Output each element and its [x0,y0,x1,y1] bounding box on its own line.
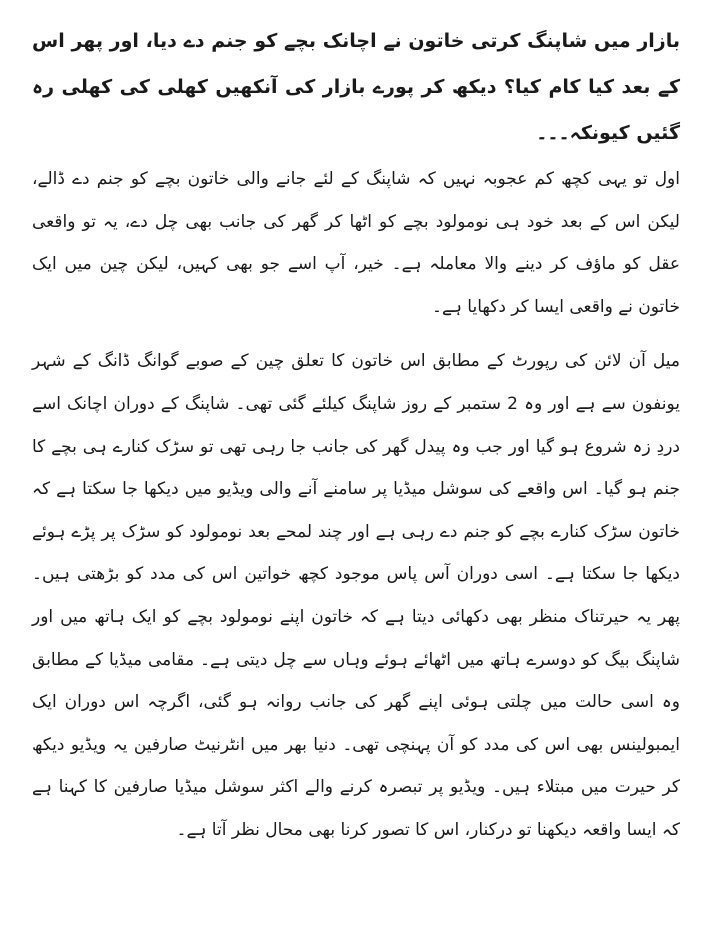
article-paragraph: اول تو یہی کچھ کم عجوبہ نہیں کہ شاپنگ کے لئے جانے والی خاتون بچے کو جنم دے ڈالے، لیکن اس کے بعد خود ہی نومولود بچے کو اٹھا کر گھر کی جانب بھی چل دے، یہ تو واقعی عقل کو ماؤف کر دینے والا معاملہ ہے۔ خیر، آپ اسے جو بھی کہیں، لیکن چین میں ایک خاتون نے واقعی ایسا کر دکھایا ہے۔ [32,169,680,317]
article-headline: بازار میں شاپنگ کرتی خاتون نے اچانک بچے کو جنم دے دیا، اور پھر اس کے بعد کیا کام کیا؟ دیکھ کر پورے بازار کی آنکھیں کھلی کی کھلی رہ گئیں کیونکہ۔۔۔ [32,30,680,144]
article-paragraph: میل آن لائن کی رپورٹ کے مطابق اس خاتون کا تعلق چین کے صوبے گوانگ ڈانگ کے شہر یونفون سے ہے اور وہ 2 ستمبر کے روز شاپنگ کیلئے گئی تھی۔ شاپنگ کے دوران اچانک اسے دردِ زہ شروع ہو گیا اور جب وہ پیدل گھر کی جانب جا رہی تھی تو سڑک کنارے ہی بچے کا جنم ہو گیا۔ اس واقعے کی سوشل میڈیا پر سامنے آنے والی ویڈیو میں دیکھا جا سکتا ہے کہ خاتون سڑک کنارے بچے کو جنم دے رہی ہے اور چند لمحے بعد نومولود کو سڑک پر پڑے ہوئے دیکھا جا سکتا ہے۔ اسی دوران آس پاس موجود کچھ خواتین اس کی مدد کو بڑھتی ہیں۔ پھر یہ حیرتناک منظر بھی دکھائی دیتا ہے کہ خاتون اپنے نومولود بچے کو ایک ہاتھ میں اور شاپنگ بیگ کو دوسرے ہاتھ میں اٹھائے ہوئے وہاں سے چل دیتی ہے۔ مقامی میڈیا کے مطابق وہ اسی حالت میں چلتی ہوئی اپنے گھر کی جانب روانہ ہو گئی، اگرچہ اس دوران ایک ایمبولینس بھی اس کی مدد کو آن پہنچی تھی۔ دنیا بھر میں انٹرنیٹ صارفین یہ ویڈیو دیکھ کر حیرت میں مبتلاء ہیں۔ ویڈیو پر تبصرہ کرنے والے اکثر سوشل میڈیا صارفین کا کہنا ہے کہ ایسا واقعہ دیکھنا تو درکنار، اس کا تصور کرنا بھی محال نظر آتا ہے۔ [32,351,681,840]
